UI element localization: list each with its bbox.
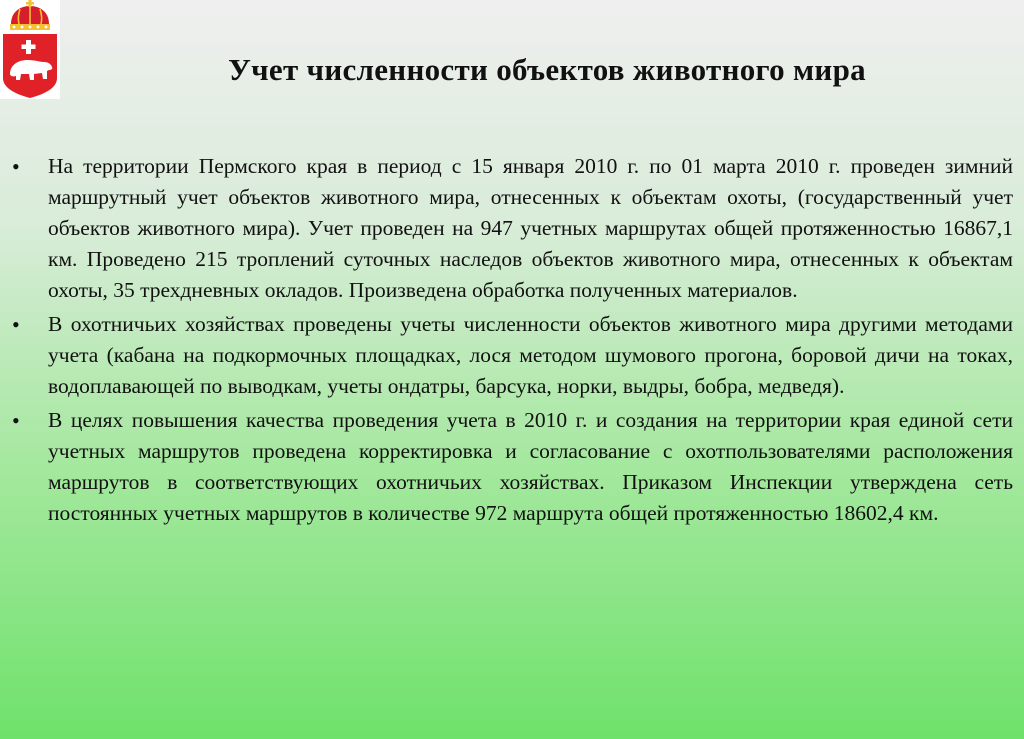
- bullet-marker: •: [12, 408, 20, 433]
- slide-title: Учет численности объектов животного мира: [228, 52, 866, 87]
- bullet-text: В охотничьих хозяйствах проведены учеты численности объектов животного мира другими методами учета (кабана на подкормочных площадках, лося методом шумового прогона, боровой дичи на токах, водоплавающей по выводкам, учеты ондатры, барсука, норки, выдры, бобра, медведя).: [48, 312, 1013, 398]
- bullet-marker: •: [12, 312, 20, 337]
- bullet-text: В целях повышения качества проведения учета в 2010 г. и создания на территории края единой сети учетных маршрутов проведена корректировка и согласование с охотпользователями расположения маршрутов в соответствующих охотничьих хозяйствах. Приказом Инспекции утверждена сеть постоянных учетных маршрутов в количестве 972 маршрута общей протяженностью 18602,4 км.: [48, 408, 1013, 525]
- bullet-list: [10, 151, 1013, 532]
- bullet-marker: •: [12, 154, 20, 179]
- list-item: [10, 309, 1013, 402]
- list-item: [10, 405, 1013, 529]
- list-item: [10, 151, 1013, 306]
- bullet-text: На территории Пермского края в период с 15 января 2010 г. по 01 марта 2010 г. проведен зимний маршрутный учет объектов животного мира, отнесенных к объектам охоты, (государственный учет объектов животного мира). Учет проведен на 947 учетных маршрутах общей протяженностью 16867,1 км. Проведено 215 троплений суточных наследов объектов животного мира, отнесенных к объектам охоты, 35 трехдневных окладов. Произведена обработка полученных материалов.: [48, 154, 1013, 302]
